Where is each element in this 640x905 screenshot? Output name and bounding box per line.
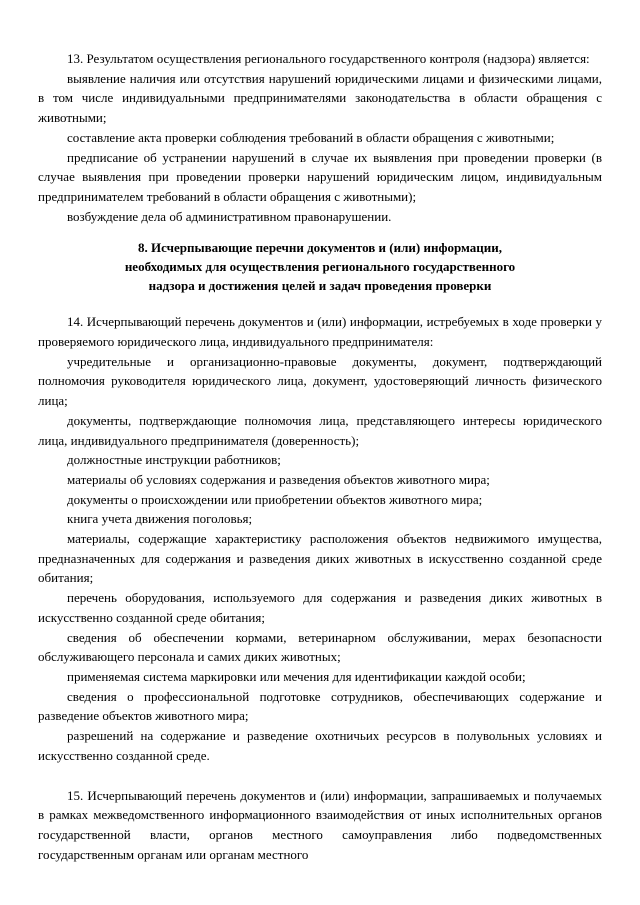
- item-14-bullet: книга учета движения поголовья;: [67, 511, 253, 527]
- item-14-bullet: применяемая система маркировки или мечения для идентификации каждой особи;: [67, 668, 526, 684]
- item-14-bullet: материалы, содержащие характеристику расположения объектов недвижимого имущества, предназначенных для содержания и разведения диких животных в искусственно созданной среде обитания;: [38, 531, 602, 586]
- item-15-intro: 15. Исчерпывающий перечень документов и (или) информации, запрашиваемых и получаемых в рамках межведомственного информационного взаимодействия от иных исполнительных органов государственной власти, органов местного самоуправления либо подведомственных государственным органам или органам местного: [38, 787, 602, 862]
- item-13-bullet: составление акта проверки соблюдения требований в области обращения с животными;: [67, 129, 555, 145]
- item-14-bullet: разрешений на содержание и разведение охотничьих ресурсов в полувольных условиях и искусственно созданной среде.: [38, 728, 602, 763]
- section-8-heading-line: необходимых для осуществления регионального государственного: [124, 259, 516, 275]
- document-body: [38, 49, 602, 864]
- item-13-bullet: возбуждение дела об административном правонарушении.: [67, 208, 392, 224]
- item-14-bullet: материалы об условиях содержания и разведения объектов животного мира;: [67, 471, 490, 487]
- item-14-intro: 14. Исчерпывающий перечень документов и (или) информации, истребуемых в ходе проверки у проверяемого юридического лица, индивидуального предпринимателя:: [38, 314, 602, 350]
- item-14-bullet: должностные инструкции работников;: [67, 452, 281, 468]
- section-8-heading: [38, 238, 602, 295]
- item-14-bullet: учредительные и организационно-правовые документы, документ, подтверждающий полномочия руководителя юридического лица, документ, удостоверяющий личность физического лица;: [38, 353, 602, 409]
- item-13-bullet: выявление наличия или отсутствия нарушений юридическими лицами и физическими лицами, в том числе индивидуальными предпринимателями законодательства в области обращения с животными;: [38, 70, 602, 126]
- item-14-bullet: сведения об обеспечении кормами, ветеринарном обслуживании, мерах безопасности обслуживающего персонала и самих диких животных;: [38, 629, 602, 665]
- section-8-heading-line: 8. Исчерпывающие перечни документов и (или) информации,: [138, 240, 502, 256]
- item-13-bullet: предписание об устранении нарушений в случае их выявления при проведении проверки (в случае выявления при проведении проверки нарушений юридическим лицом, индивидуальным предпринимателем требований в области обращения с животными);: [38, 149, 602, 204]
- item-14-bullet: документы о происхождении или приобретении объектов животного мира;: [67, 491, 483, 507]
- item-14-bullet: перечень оборудования, используемого для содержания и разведения диких животных в искусственно созданной среде обитания;: [38, 590, 602, 625]
- item-14-bullet: сведения о профессиональной подготовке сотрудников, обеспечивающих содержание и разведение объектов животного мира;: [38, 688, 602, 724]
- item-13-intro: 13. Результатом осуществления регионального государственного контроля (надзора) является:: [67, 51, 590, 66]
- item-14-bullet: документы, подтверждающие полномочия лица, представляющего интересы юридического лица, индивидуального предпринимателя (доверенность);: [38, 412, 602, 448]
- section-8-heading-line: надзора и достижения целей и задач проведения проверки: [148, 278, 492, 294]
